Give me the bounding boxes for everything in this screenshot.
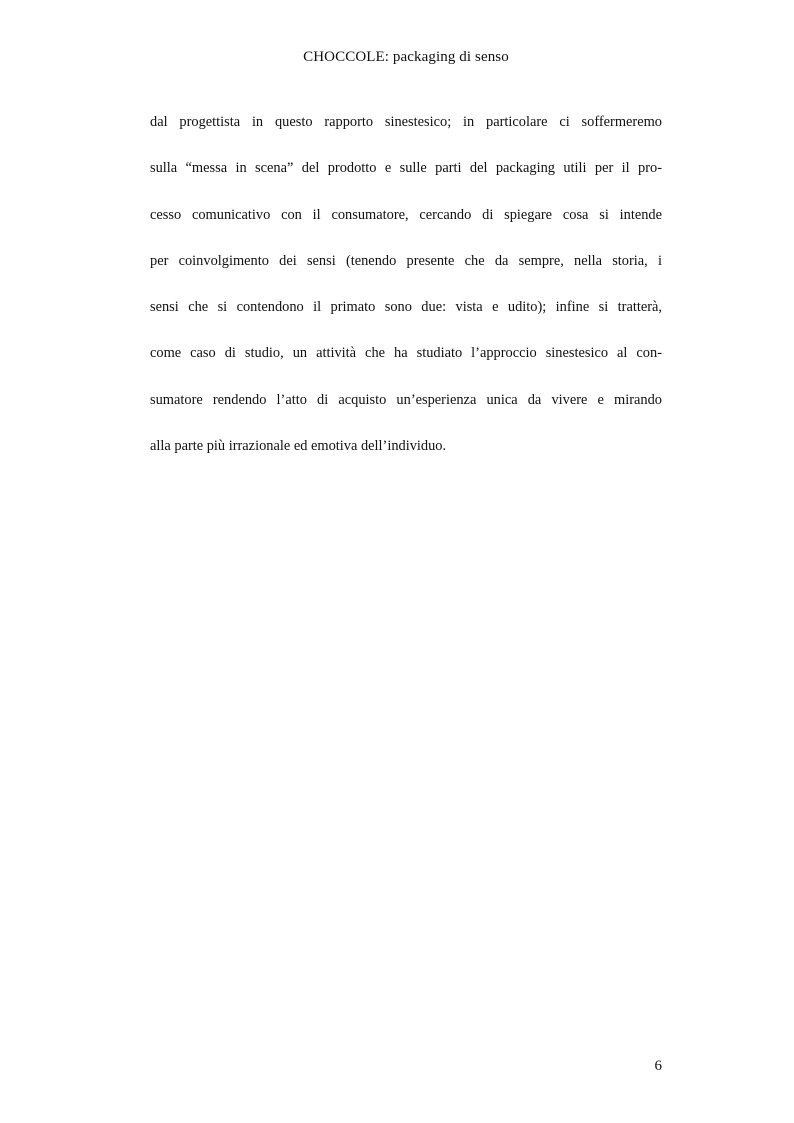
paragraph-line: per coinvolgimento dei sensi (tenendo presente che da sempre, nella storia, i [150,252,662,269]
running-header: CHOCCOLE: packaging di senso [303,49,509,65]
page-number: 6 [654,1058,662,1074]
paragraph-line: sumatore rendendo l’atto di acquisto un’esperienza unica da vivere e mirando [150,391,662,408]
paragraph-line: sensi che si contendono il primato sono due: vista e udito); infine si tratterà, [150,299,662,316]
paragraph-line: cesso comunicativo con il consumatore, cercando di spiegare cosa si intende [150,206,662,223]
body-paragraph [150,112,662,482]
paragraph-line: sulla “messa in scena” del prodotto e sulle parti del packaging utili per il pro- [150,160,662,177]
paragraph-line: alla parte più irrazionale ed emotiva dell’individuo. [150,438,447,455]
paragraph-line: dal progettista in questo rapporto sinestesico; in particolare ci soffermeremo [150,114,662,130]
paragraph-line: come caso di studio, un attività che ha studiato l’approccio sinestesico al con- [150,345,662,362]
